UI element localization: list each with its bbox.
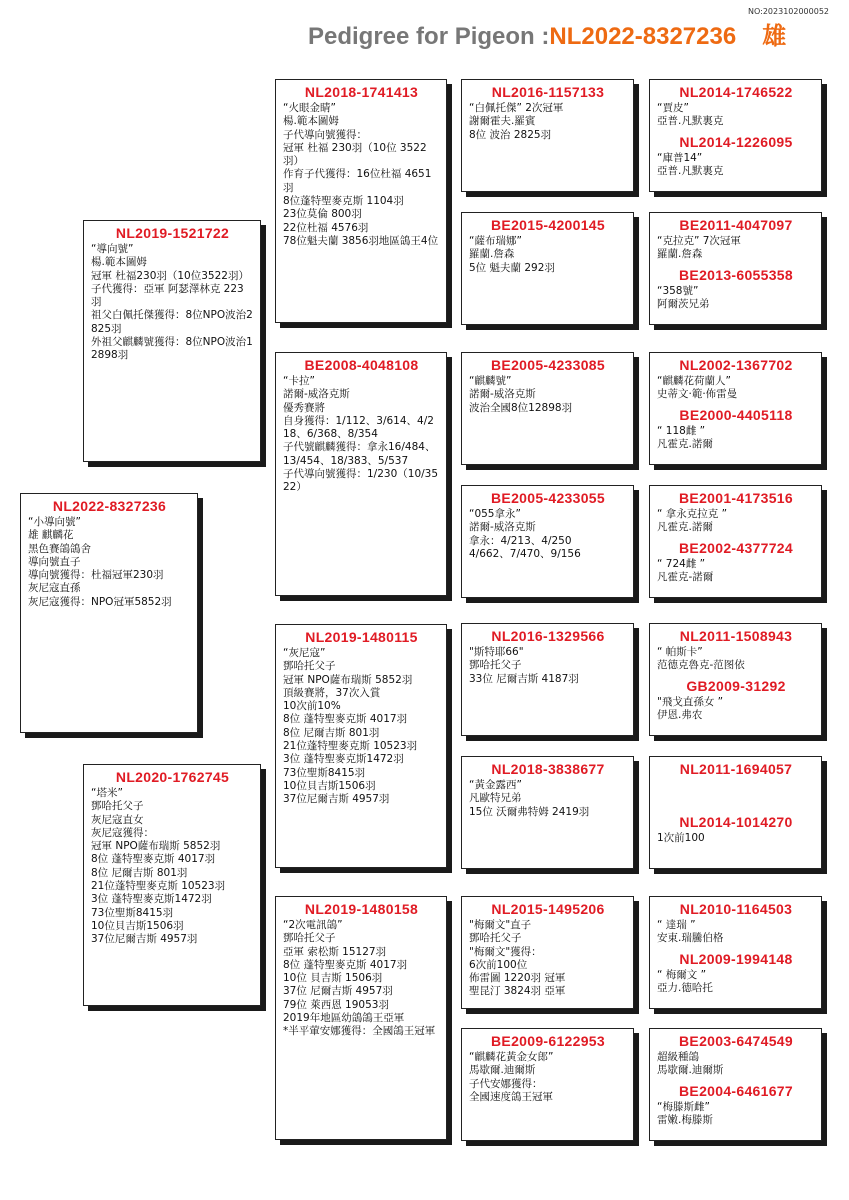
pigeon-details: “灰尼寇” 鄧哈托父子 冠軍 NPO薩布瑞斯 5852羽 頂級賽將，37次入賞 10次前10% 8位 蓬特聖麥克斯 4017羽 8位 尼爾吉斯 801羽 21位蓬特聖麥克斯 10523羽 3位 蓬特聖麥克斯1472羽 73位聖斯8415羽 10位貝吉斯1506羽 37位尼爾吉斯 4957羽 [283,647,418,806]
ring-number: BE2013-6055358 [679,266,793,283]
ring-number: NL2002-1367702 [679,357,793,373]
ring-number: NL2014-1226095 [679,133,793,150]
ring-number: BE2000-4405118 [679,406,793,423]
title-prefix: Pedigree for Pigeon : [308,23,550,50]
pigeon-card-sire-dam [275,352,447,596]
pigeon-details: "斯特耶66" 鄧哈托父子 33位 尼爾吉斯 4187羽 [469,646,579,685]
ring-number: NL2016-1157133 [491,84,605,100]
ring-number: BE2001-4173516 [679,490,793,506]
pigeon-details: “薩布瑞娜” 羅蘭.詹森 5位 魁夫蘭 292羽 [469,235,555,274]
ring-number: NL2011-1508943 [679,628,793,644]
pigeon-details: “卡拉” 諾爾-威洛克斯 優秀賽將 自身獲得：1/112、3/614、4/218、6/368、8/354 子代號麒麟獲得：拿永16/484、13/454、18/383、5/537 子代導向號獲得：1/230（10/3522） [283,375,439,494]
ring-number: NL2010-1164503 [679,901,793,917]
pigeon-details: “ 724雌 ” 凡霍克-諾爾 [657,557,714,583]
pigeon-details: “ 118雌 ” 凡霍克.諾爾 [657,424,713,450]
pigeon-details: “庫普14” 亞普.凡默裏克 [657,151,724,177]
pigeon-details: “ 帕斯卡” 范德克魯克-范图依 [657,646,745,672]
pigeon-details: “ 梅爾文 ” 亞力.德哈托 [657,968,713,994]
pigeon-details: “克拉克” 7次冠軍 羅蘭.詹森 [657,235,741,261]
ring-number: NL2009-1994148 [679,950,793,967]
pigeon-card-dsd [461,756,634,869]
ring-number: NL2019-1480158 [304,901,419,917]
ring-number: BE2003-6474549 [679,1033,793,1049]
ring-number: BE2002-4377724 [679,539,793,556]
ring-number: NL2015-1495206 [491,901,605,917]
ring-number: NL2014-1014270 [679,814,793,830]
pigeon-details: “白佩托傑” 2次冠軍 謝爾霍夫.羅賓 8位 波治 2825羽 [469,102,564,141]
ring-number: BE2005-4233055 [491,490,605,506]
title-sex: 雄 [762,23,787,50]
pigeon-details: “賈皮” 亞普.凡默裏克 [657,102,724,128]
ring-number: NL2020-1762745 [115,769,230,785]
ring-number: NL2016-1329566 [491,628,605,644]
pigeon-details: “黃金露西” 凡歐特兄弟 15位 沃爾弗特姆 2419羽 [469,779,590,818]
ring-number: BE2008-4048108 [304,357,419,373]
ring-number: NL2018-3838677 [491,761,605,777]
page-title [308,16,786,51]
ring-number: BE2011-4047097 [679,217,793,233]
pigeon-details: “梅滕斯雌” 雷嫩.梅滕斯 [657,1100,713,1126]
pigeon-pair-card-3 [649,352,822,465]
pigeon-details: 1次前100 [657,832,705,844]
pigeon-card-dam [83,764,261,1006]
ring-number: NL2018-1741413 [304,84,419,100]
pigeon-details: “塔米” 鄧哈托父子 灰尼寇直女 灰尼寇獲得： 冠軍 NPO薩布瑞斯 5852羽 8位 蓬特聖麥克斯 4017羽 8位 尼爾吉斯 801羽 21位蓬特聖麥克斯 10523羽 3位 蓬特聖麥克斯1472羽 73位聖斯8415羽 10位貝吉斯1506羽 37位尼爾吉斯 4957羽 [91,787,226,946]
pigeon-card-ssd [461,212,634,325]
ring-number: NL2011-1694057 [679,761,793,777]
ring-number: GB2009-31292 [686,677,786,694]
pigeon-details: “358號” 阿爾茨兄弟 [657,284,710,310]
pigeon-card-sire [83,220,261,462]
pigeon-details: “導向號” 楊.範本圖姆 冠軍 杜福230羽（10位3522羽） 子代獲得：亞軍 阿瑟澤林克 223羽 祖父白佩托傑獲得：8位NPO波治2825羽 外祖父麒麟號獲得：8位NPO波治12898羽 [91,243,253,362]
ring-number: BE2009-6122953 [491,1033,605,1049]
ring-number: NL2022-8327236 [52,498,167,514]
pigeon-pair-card-7 [649,896,822,1009]
ring-number: BE2005-4233085 [491,357,605,373]
ring-number: BE2004-6461677 [679,1082,793,1099]
pigeon-card-dam-sire [275,624,447,868]
pigeon-card-ddd [461,1028,634,1141]
pigeon-details: "飛戈直孫女 ” 伊恩.弗农 [657,695,724,721]
title-ring-number: NL2022-8327236 [549,23,737,50]
pigeon-details: “ 拿永克拉克 ” 凡霍克.諾爾 [657,508,728,534]
pigeon-details: “055拿永” 諾爾-威洛克斯 拿永：4/213、4/250 4/662、7/470、9/156 [469,508,581,560]
pigeon-details: “2次電訊鴿” 鄧哈托父子 亞軍 索松斯 15127羽 8位 蓬特聖麥克斯 4017羽 10位 貝吉斯 1506羽 37位 尼爾吉斯 4957羽 79位 萊西恩 19053羽 2019年地區幼鴿鴿王亞軍 *半平葷安娜獲得：全國鴿王冠軍 [283,919,436,1038]
pigeon-pair-card-2 [649,212,822,325]
pigeon-details: 超級種鴿 馬歇爾.迪爾斯 [657,1051,724,1077]
ring-number: NL2019-1521722 [115,225,230,241]
pigeon-card-dds [461,896,634,1009]
pigeon-details: "梅爾文"直子 鄧哈托父子 "梅爾文"獲得： 6次前100位 佈雷圖 1220羽 冠軍 聖昆汀 3824羽 亞軍 [469,919,566,998]
ring-number: BE2015-4200145 [491,217,605,233]
pigeon-details: “小導向號” 雄 麒麟花 黑色賽鴿鴿舍 導向號直子 導向號獲得：杜福冠軍230羽 灰尼寇直孫 灰尼寇獲得：NPO冠軍5852羽 [28,516,172,608]
pigeon-card-sss [461,79,634,192]
pigeon-pair-card-8 [649,1028,822,1141]
pigeon-details: “麒麟花黃金女郎” 馬歇爾.迪爾斯 子代安娜獲得： 全國速度鴿王冠軍 [469,1051,554,1103]
pigeon-card-dss [461,623,634,736]
pigeon-details: “ 達瑞 ” 安東.瑞騰伯格 [657,919,724,945]
pigeon-pair-card-4 [649,485,822,598]
pigeon-pair-card-5 [649,623,822,736]
pigeon-pair-card-6 [649,756,822,869]
pigeon-card-sdd [461,485,634,598]
pigeon-details [657,779,815,809]
pigeon-card-subject [20,493,198,733]
ring-number: NL2019-1480115 [305,629,418,645]
pigeon-card-sire-sire [275,79,447,323]
document-number: NO:2023102000052 [748,7,830,16]
ring-number: NL2014-1746522 [679,84,793,100]
pigeon-details: “麒麟花荷蘭人” 史蒂文·範·佈雷曼 [657,375,738,401]
pigeon-details: “火眼金睛” 楊.範本圖姆 子代導向號獲得： 冠軍 杜福 230羽（10位 3522羽） 作育子代獲得：16位杜福 4651羽 8位蓬特聖麥克斯 1104羽 23位莫倫 800羽 22位杜福 4576羽 78位魁夫蘭 3856羽地區鴿王4位 [283,102,439,247]
pigeon-card-dam-dam [275,896,447,1140]
pigeon-pair-card-1 [649,79,822,192]
pigeon-details: “麒麟號” 諾爾-威洛克斯 波治全國8位12898羽 [469,375,573,414]
pigeon-card-sds [461,352,634,465]
